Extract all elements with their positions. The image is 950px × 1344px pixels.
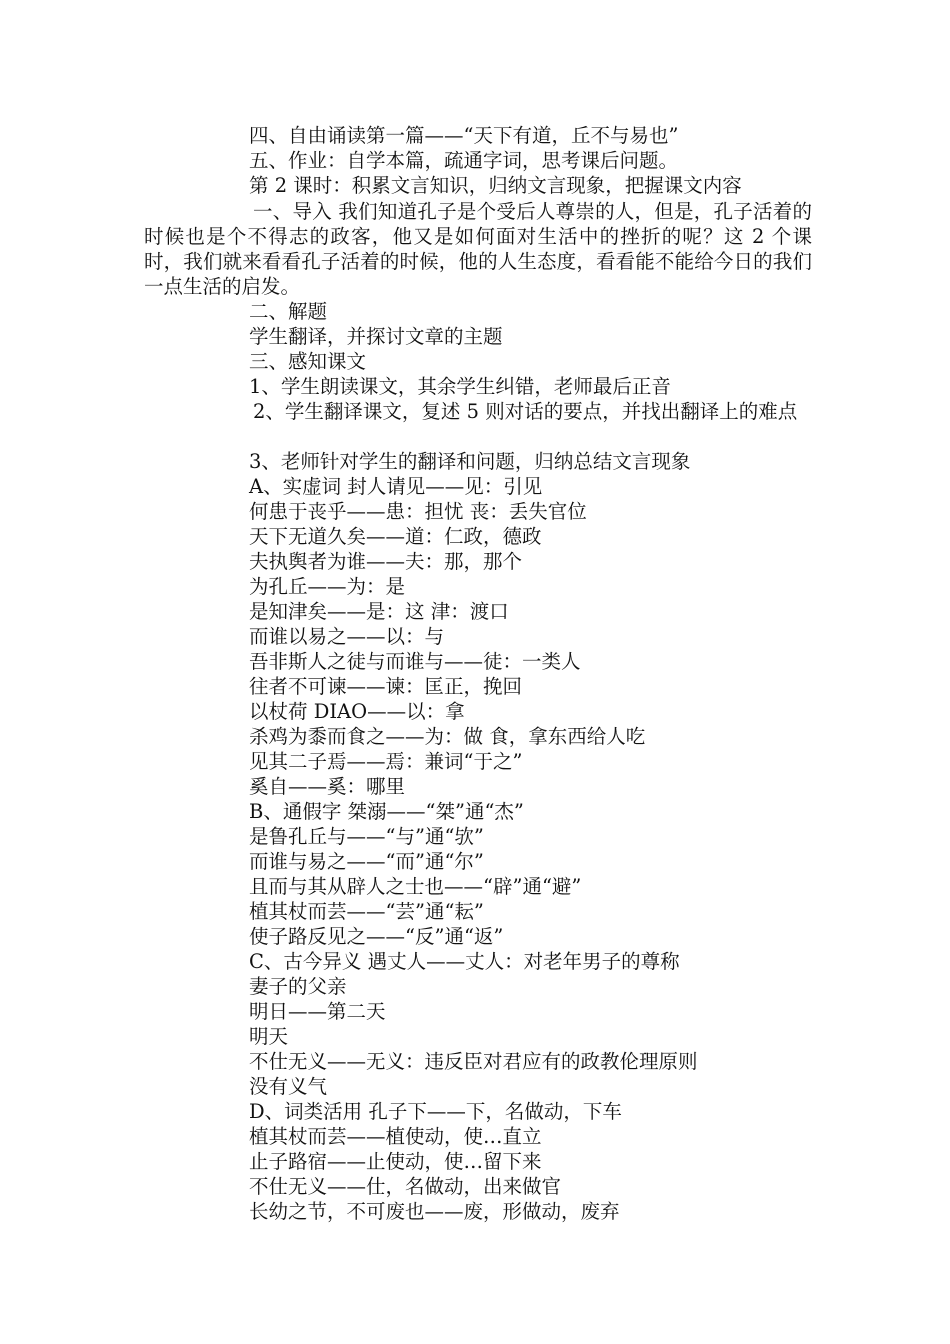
text-line: 是鲁孔丘与——“与”通“欤” <box>249 825 484 848</box>
text-line: 天下无道久矣——道：仁政，德政 <box>249 525 542 548</box>
translation-paragraph: 2、学生翻译课文，复述 5 则对话的要点，并找出翻译上的难点 <box>253 400 798 423</box>
text-line: 不仕无义——仕，名做动，出来做官 <box>249 1175 562 1198</box>
text-line: 学生翻译，并探讨文章的主题 <box>249 325 503 348</box>
text-line: 二、解题 <box>249 300 328 323</box>
text-line: 不仕无义——无义：违反臣对君应有的政教伦理原则 <box>249 1050 698 1073</box>
text-line: 为孔丘——为：是 <box>249 575 406 598</box>
text-line: 五、作业：自学本篇，疏通字词，思考课后问题。 <box>249 149 679 172</box>
text-line: 止子路宿——止使动，使…留下来 <box>249 1150 542 1173</box>
text-line: 何患于丧乎——患：担忧 丧：丢失官位 <box>249 500 587 523</box>
text-line: 明天 <box>249 1025 289 1048</box>
text-line: 见其二子焉——焉：兼词“于之” <box>249 750 523 773</box>
text-line: 吾非斯人之徒与而谁与——徒：一类人 <box>249 650 581 673</box>
text-line: 使子路反见之——“反”通“返” <box>249 925 504 948</box>
text-line: 杀鸡为黍而食之——为：做 食，拿东西给人吃 <box>249 725 646 748</box>
text-line: 四、自由诵读第一篇——“天下有道，丘不与易也” <box>249 124 679 147</box>
text-line: 植其杖而芸——“芸”通“耘” <box>249 900 484 923</box>
text-line: 以杖荷 DIAO——以：拿 <box>249 700 465 723</box>
text-line: C、古今异义 遇丈人——丈人：对老年男子的尊称 <box>249 950 680 973</box>
intro-paragraph: 一、导入 我们知道孔子是个受后人尊崇的人，但是，孔子活着的时候也是个不得志的政客，他又是如何面对生活中的挫折的呢？这 2 个课时，我们就来看看孔子活着的时候，他的人生态度，看看能不能给今日的我们一点生活的启发。 <box>144 200 812 298</box>
text-line: B、通假字 桀溺——“桀”通“杰” <box>249 800 524 823</box>
text-line: 植其杖而芸——植使动，使…直立 <box>249 1125 542 1148</box>
text-line: 没有义气 <box>249 1075 328 1098</box>
text-line: 妻子的父亲 <box>249 975 347 998</box>
text-line: 奚自——奚：哪里 <box>249 775 406 798</box>
text-line: 而谁以易之——以：与 <box>249 625 445 648</box>
text-line: 且而与其从辟人之士也——“辟”通“避” <box>249 875 582 898</box>
text-line: 明日——第二天 <box>249 1000 386 1023</box>
text-line: A、实虚词 封人请见——见：引见 <box>249 475 543 498</box>
text-line: 第 2 课时：积累文言知识，归纳文言现象，把握课文内容 <box>249 174 742 197</box>
text-line: 1、学生朗读课文，其余学生纠错，老师最后正音 <box>249 375 671 398</box>
text-line: 三、感知课文 <box>249 350 367 373</box>
text-line: 而谁与易之——“而”通“尔” <box>249 850 484 873</box>
text-line: 是知津矣——是：这 津：渡口 <box>249 600 509 623</box>
text-line: D、词类活用 孔子下——下，名做动，下车 <box>249 1100 622 1123</box>
text-line: 3、老师针对学生的翻译和问题，归纳总结文言现象 <box>249 450 691 473</box>
text-line: 往者不可谏——谏：匡正，挽回 <box>249 675 523 698</box>
text-line: 夫执舆者为谁——夫：那，那个 <box>249 550 523 573</box>
text-line: 长幼之节，不可废也——废，形做动，废弃 <box>249 1200 620 1223</box>
